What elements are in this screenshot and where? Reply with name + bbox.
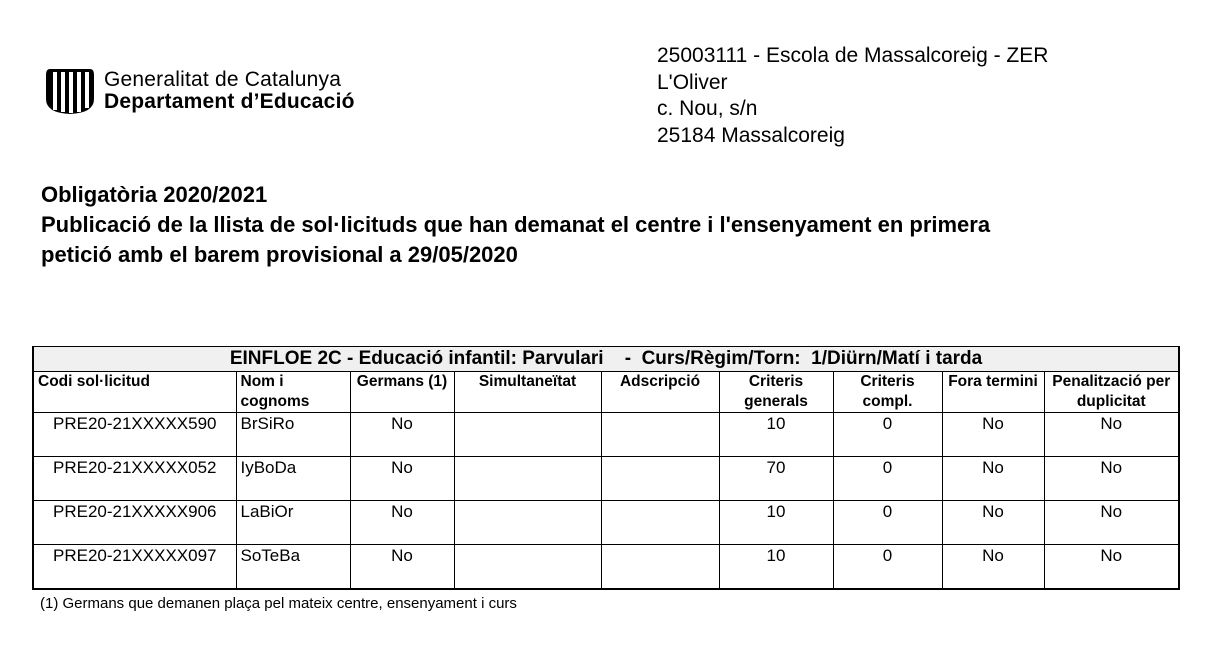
- cell-penalitzacio: No: [1044, 413, 1179, 457]
- cell-criteris-generals: 10: [719, 413, 833, 457]
- cell-codi: PRE20-21XXXXX052: [33, 457, 236, 501]
- col-header-criteris-generals: Criteris generals: [719, 372, 833, 413]
- table-caption-text: EINFLOE 2C - Educació infantil: Parvulari - Curs/Règim/Torn: 1/Diürn/Matí i tarda: [229, 348, 983, 369]
- cell-fora-termini: No: [942, 413, 1044, 457]
- cell-criteris-compl: 0: [833, 501, 942, 545]
- cell-germans: No: [350, 545, 454, 590]
- cell-simultaneitat: [454, 457, 601, 501]
- title-course-year: Obligatòria 2020/2021: [41, 182, 268, 207]
- cell-codi: PRE20-21XXXXX906: [33, 501, 236, 545]
- cell-germans: No: [350, 457, 454, 501]
- col-header-codi: Codi sol·licitud: [33, 372, 236, 413]
- cell-penalitzacio: No: [1044, 457, 1179, 501]
- col-header-nom: Nom i cognoms: [236, 372, 350, 413]
- cell-germans: No: [350, 413, 454, 457]
- logo-line-generalitat: Generalitat de Catalunya: [104, 68, 342, 91]
- applications-table-wrapper: [32, 346, 1178, 590]
- cell-fora-termini: No: [942, 545, 1044, 590]
- cell-germans: No: [350, 501, 454, 545]
- cell-simultaneitat: [454, 413, 601, 457]
- table-caption: [33, 347, 1179, 372]
- cell-nom: BrSiRo: [236, 413, 350, 457]
- cell-adscripcio: [601, 457, 719, 501]
- generalitat-logo: [44, 67, 355, 115]
- school-address: [657, 43, 1048, 149]
- title-publication: Publicació de la llista de sol·licituds que han demanat el centre i l'ensenyament en primera: [41, 212, 991, 237]
- cell-codi: PRE20-21XXXXX097: [33, 545, 236, 590]
- cell-nom: SoTeBa: [236, 545, 350, 590]
- cell-criteris-generals: 70: [719, 457, 833, 501]
- cell-adscripcio: [601, 545, 719, 590]
- cell-nom: LaBiOr: [236, 501, 350, 545]
- generalitat-emblem-icon: [44, 67, 96, 115]
- address-line: 25003111 - Escola de Massalcoreig - ZER: [657, 44, 1049, 67]
- address-line: 25184 Massalcoreig: [657, 123, 845, 147]
- cell-fora-termini: No: [942, 457, 1044, 501]
- table-row: [33, 545, 1179, 590]
- col-header-germans: Germans (1): [350, 372, 454, 413]
- cell-adscripcio: [601, 413, 719, 457]
- col-header-penalitzacio: Penalització per duplicitat: [1044, 372, 1179, 413]
- address-line: L'Oliver: [657, 70, 728, 94]
- cell-criteris-compl: 0: [833, 545, 942, 590]
- footnote: (1) Germans que demanen plaça pel mateix centre, ensenyament i curs: [40, 595, 517, 612]
- cell-simultaneitat: [454, 545, 601, 590]
- cell-codi: PRE20-21XXXXX590: [33, 413, 236, 457]
- cell-criteris-generals: 10: [719, 545, 833, 590]
- applications-table: [32, 346, 1180, 590]
- col-header-adscripcio: Adscripció: [601, 372, 719, 413]
- table-row: [33, 457, 1179, 501]
- cell-penalitzacio: No: [1044, 545, 1179, 590]
- cell-nom: IyBoDa: [236, 457, 350, 501]
- logo-line-departament: Departament d’Educació: [104, 90, 355, 113]
- table-header-row: [33, 372, 1179, 413]
- col-header-fora-termini: Fora termini: [942, 372, 1044, 413]
- col-header-simultaneitat: Simultaneïtat: [454, 372, 601, 413]
- document-title: [41, 180, 990, 270]
- cell-adscripcio: [601, 501, 719, 545]
- cell-simultaneitat: [454, 501, 601, 545]
- address-line: c. Nou, s/n: [657, 97, 758, 120]
- cell-fora-termini: No: [942, 501, 1044, 545]
- cell-criteris-compl: 0: [833, 457, 942, 501]
- cell-criteris-generals: 10: [719, 501, 833, 545]
- cell-criteris-compl: 0: [833, 413, 942, 457]
- col-header-criteris-compl: Criteris compl.: [833, 372, 942, 413]
- title-publication-cont: petició amb el barem provisional a 29/05/2020: [41, 242, 518, 267]
- table-row: [33, 413, 1179, 457]
- cell-penalitzacio: No: [1044, 501, 1179, 545]
- table-row: [33, 501, 1179, 545]
